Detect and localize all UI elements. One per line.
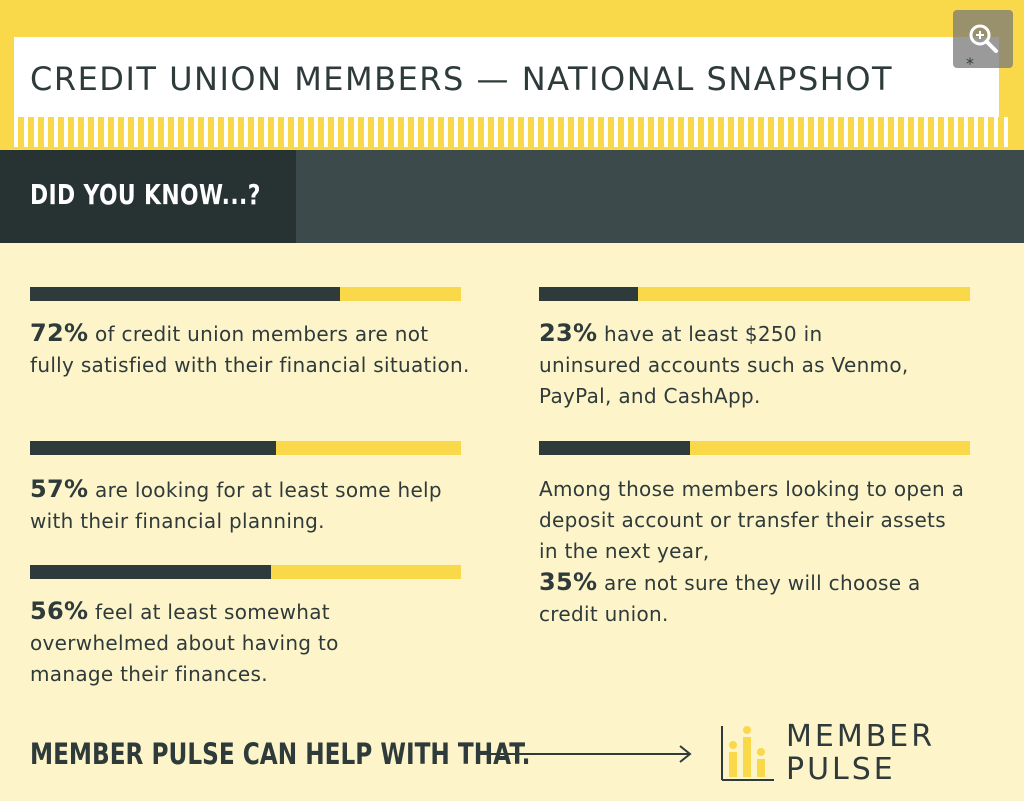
stat-text xyxy=(30,596,420,690)
stat-description: are looking for at least some help with their financial planning. xyxy=(30,478,442,533)
cta-text: MEMBER PULSE CAN HELP WITH THAT. xyxy=(30,737,531,771)
arrow-right-icon xyxy=(490,742,696,766)
stat-bar xyxy=(539,287,970,301)
stat-bar xyxy=(30,441,461,455)
stat-percent: 35% xyxy=(539,568,598,596)
stat-text xyxy=(539,318,909,412)
stat-bar-fill xyxy=(30,287,340,301)
stat-description: feel at least somewhat overwhelmed about having to manage their finances. xyxy=(30,600,339,686)
page-title: CREDIT UNION MEMBERS — NATIONAL SNAPSHOT xyxy=(30,60,894,98)
member-pulse-logo-text xyxy=(786,720,935,786)
stat-bar xyxy=(539,441,970,455)
stat-percent: 72% xyxy=(30,319,89,347)
logo-line-2: PULSE xyxy=(786,752,896,787)
zoom-in-icon xyxy=(967,22,999,54)
stat-percent: 57% xyxy=(30,475,89,503)
stat-bar-fill xyxy=(539,287,638,301)
stat-text xyxy=(539,474,969,630)
stat-description: are not sure they will choose a credit union. xyxy=(539,571,921,626)
member-pulse-logo-icon xyxy=(720,722,776,782)
stat-bar-fill xyxy=(30,441,276,455)
stat-bar-fill xyxy=(539,441,690,455)
stat-bar xyxy=(30,287,461,301)
stat-text xyxy=(30,474,470,537)
stat-bar-fill xyxy=(30,565,271,579)
stripe-decoration xyxy=(14,117,1009,147)
stat-intro: Among those members looking to open a deposit account or transfer their assets in the next year, xyxy=(539,477,965,563)
stat-percent: 23% xyxy=(539,319,598,347)
stat-percent: 56% xyxy=(30,597,89,625)
stat-text xyxy=(30,318,470,381)
stat-bar xyxy=(30,565,461,579)
stat-description: of credit union members are not fully satisfied with their financial situation. xyxy=(30,322,470,377)
stat-description: have at least $250 in uninsured accounts such as Venmo, PayPal, and CashApp. xyxy=(539,322,909,408)
asterisk-mark: * xyxy=(966,54,974,73)
zoom-button[interactable] xyxy=(953,10,1013,68)
logo-line-1: MEMBER xyxy=(786,719,936,754)
section-label: DID YOU KNOW...? xyxy=(30,178,261,211)
